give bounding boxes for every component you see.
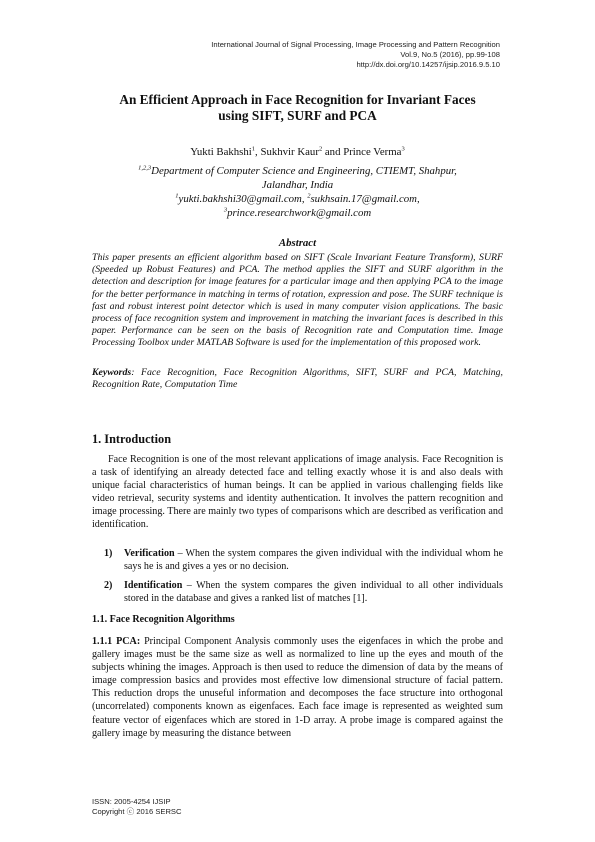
footer-issn: ISSN: 2005-4254 IJSIP: [92, 797, 171, 806]
abstract-heading: Abstract: [278, 237, 317, 249]
author-and: and: [322, 146, 344, 158]
author-2: Sukhvir Kaur: [260, 146, 319, 158]
email-2[interactable]: sukhsain.17@gmail.com,: [310, 193, 420, 205]
abstract-text: This paper presents an efficient algorithm based on SIFT (Scale Invariant Feature Transform), SURF (Speeded up Robust Features) and PCA. The method applies the SIFT and SURF algorithm in the detection and description for image features for a particular image and then applying PCA to the image for the better performance in matching in terms of rotation, expression and pose. The SURF technique is fast and robust interest point detector which is used in many computer vision applications. The basic process of face recognition system and improvement in matching the invariant faces is described in this paper. Performance can be seen on the basis of Recognition rate and Computation time. Image Processing Toolbox under MATLAB Software is used for the implementation of this proposed work.: [92, 252, 503, 349]
list-item-text: – When the system compares the given individual to all other individuals stored in the database and gives a ranked list of matches [1].: [124, 580, 503, 605]
journal-name: International Journal of Signal Processing, Image Processing and Pattern Recognition: [211, 40, 500, 49]
journal-doi[interactable]: http://dx.doi.org/10.14257/ijsip.2016.9.5.10: [356, 60, 500, 69]
keywords-label: Keywords: [92, 367, 132, 378]
title-line-2: using SIFT, SURF and PCA: [218, 108, 377, 123]
keywords: [92, 367, 503, 391]
pca-text: Principal Component Analysis commonly uses the eigenfaces in which the probe and gallery images must be the same size as well as normalized to line up the eyes and mouth of the subjects whining the images. Approach is then used to reduce the dimension of data by the means of image compression basics and provides most effective low dimensional structure of facial pattern. This reduction drops the unuseful information and decomposes the face structure into orthogonal (uncorrelated) components known as eigenfaces. Each face image is represented as weighted sum feature vector of eigenfaces which are stored in 1-D array. A probe image is compared against the gallery image by measuring the distance between: [92, 636, 503, 739]
affil-sup: 1,2,3: [138, 164, 152, 172]
page-footer: [92, 797, 181, 817]
footer-copyright: Copyright ⓒ 2016 SERSC: [92, 807, 182, 816]
author-1-sup: 1: [251, 145, 256, 153]
pca-term: 1.1.1 PCA:: [92, 636, 141, 647]
section-heading-introduction: 1. Introduction: [92, 432, 172, 446]
list-item-term: Verification: [124, 548, 175, 559]
email-2-sup: 2: [307, 192, 311, 200]
pca-paragraph: [92, 635, 503, 740]
email-1[interactable]: yukti.bakhshi30@gmail.com: [178, 193, 302, 205]
list-item: [104, 547, 503, 573]
journal-header: [211, 40, 500, 70]
author-2-sup: 2: [318, 145, 323, 153]
list-item: [104, 579, 503, 605]
keywords-text: : Face Recognition, Face Recognition Algorithms, SIFT, SURF and PCA, Matching, Recognition Rate, Computation Time: [92, 367, 503, 391]
affil-dept: Department of Computer Science and Engineering, CTIEMT, Shahpur,: [151, 165, 457, 177]
list-item-number: 2): [104, 580, 113, 591]
subsection-heading: 1.1. Face Recognition Algorithms: [92, 614, 235, 625]
paper-title: [80, 92, 515, 124]
author-3: Prince Verma: [343, 146, 402, 158]
journal-volume: Vol.9, No.5 (2016), pp.99-108: [400, 50, 500, 59]
email-1-sup: 1: [175, 192, 179, 200]
author-1: Yukti Bakhshi: [190, 146, 252, 158]
email-3-sup: 3: [223, 206, 228, 214]
intro-paragraph: Face Recognition is one of the most relevant applications of image analysis. Face Recognition is a task of identifying an already detected face and telling exactly whose it is and also deals with unique facial characteristics of human beings. It can be applied in various challenging fields like video retrieval, security systems and identity authentication. It involves the pattern recognition and image processing. There are mainly two types of comparisons which are described as verification and identification.: [92, 454, 503, 531]
affiliation: $^{1,2,3}$Department of Computer Science and Engineering, CTIEMT, Shahpur, Jalandhar, India $^1$yukti.bakhshi30@gmail.com, $^2$sukhsain.17@gmail.com, $^3$prince.researchwork@gmail.com: [100, 164, 495, 220]
list-item-text: – When the system compares the given individual with the individual whom he says he is and gives a yes or no decision.: [124, 548, 503, 573]
list-item-term: Identification: [124, 580, 183, 591]
author-list: Yukti Bakhshi$^1$, Sukhvir Kaur$^2$ and Prince Verma$^3$: [190, 145, 405, 158]
list-item-number: 1): [104, 548, 113, 559]
title-line-1: An Efficient Approach in Face Recognition for Invariant Faces: [119, 92, 476, 107]
email-3[interactable]: prince.researchwork@gmail.com: [227, 207, 372, 219]
author-3-sup: 3: [401, 145, 405, 153]
affil-city: Jalandhar, India: [261, 179, 334, 191]
